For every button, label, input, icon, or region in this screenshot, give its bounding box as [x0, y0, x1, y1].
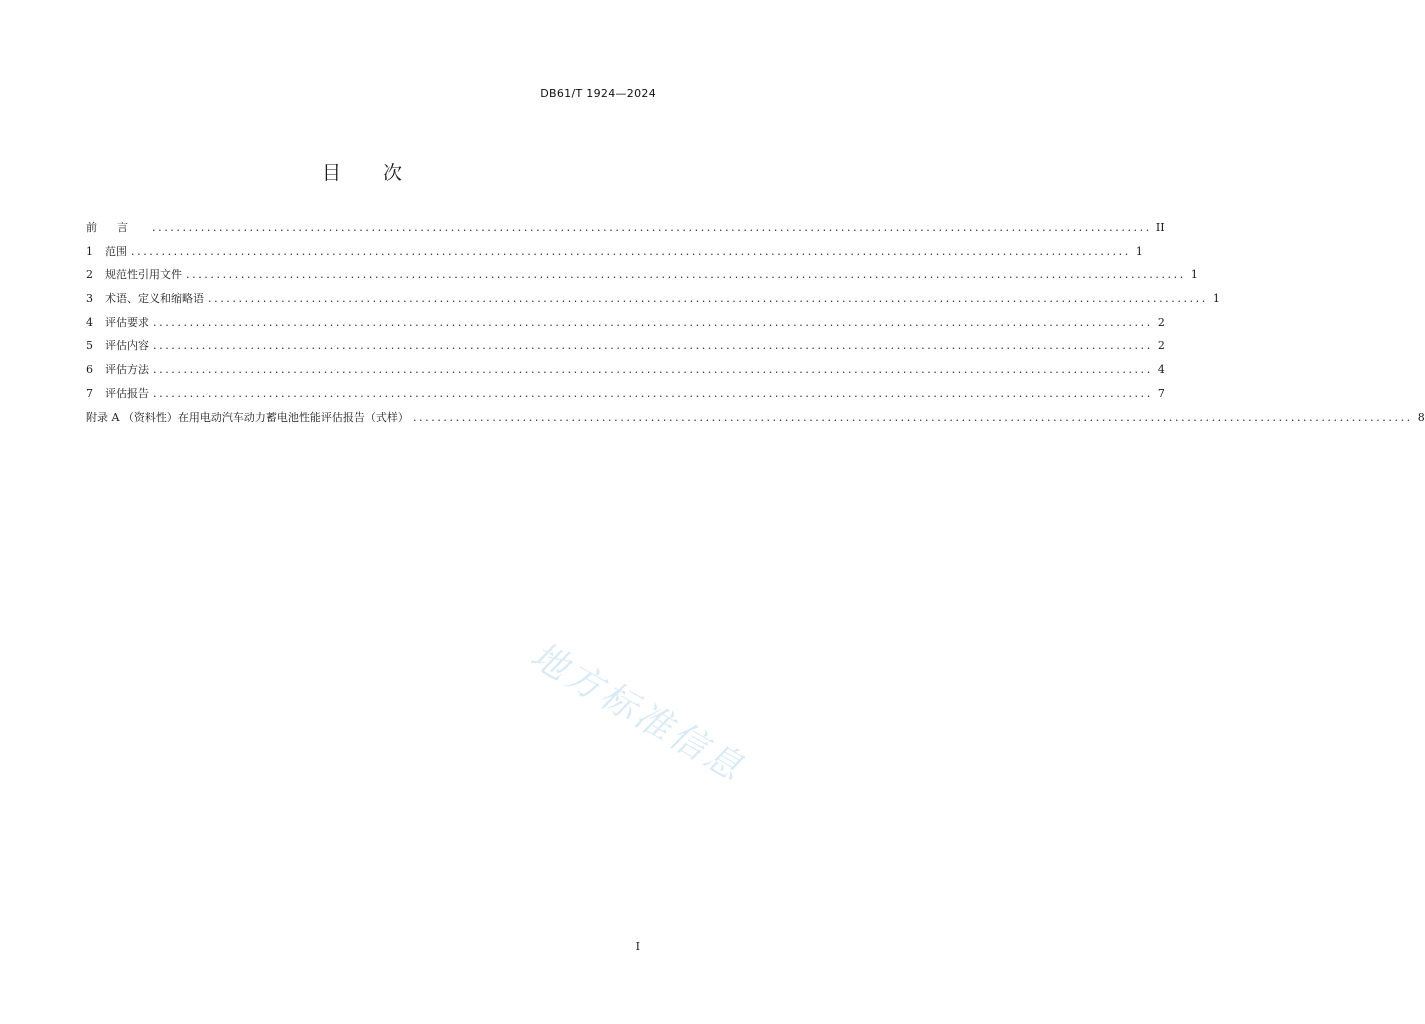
toc-entry-page: 1: [1212, 292, 1220, 306]
toc-entry-label: 范围: [105, 244, 127, 258]
toc-entry-label: 评估要求: [105, 315, 149, 329]
toc-entry-number: 6: [86, 363, 93, 377]
toc-entry-foreword[interactable]: [86, 216, 1165, 240]
toc-entry-page: 4: [1157, 363, 1165, 377]
toc-entry-number: 5: [86, 339, 93, 353]
toc-leader-dots: [152, 216, 1152, 240]
toc-entry-label: 评估方法: [105, 363, 149, 377]
toc-entry-page: 8: [1417, 410, 1425, 424]
toc-entry-label: 评估内容: [105, 339, 149, 353]
toc-leader-dots: [153, 358, 1153, 382]
toc-entry-normative-references[interactable]: [86, 263, 1198, 287]
toc-leader-dots: [186, 263, 1186, 287]
toc-entry-number: 3: [86, 292, 93, 306]
toc-entry-page: 2: [1157, 315, 1165, 329]
toc-entry-appendix-a[interactable]: [86, 406, 1425, 430]
toc-entry-report[interactable]: [86, 382, 1165, 406]
toc-entry-terms[interactable]: [86, 287, 1220, 311]
toc-entry-number: 4: [86, 315, 93, 329]
toc-entry-page: 1: [1190, 268, 1198, 282]
toc-entry-number: 1: [86, 244, 93, 258]
toc-entry-page: 2: [1157, 339, 1165, 353]
toc-entry-content[interactable]: [86, 334, 1165, 358]
toc-entry-scope[interactable]: [86, 240, 1143, 264]
toc-entry-page: II: [1155, 221, 1165, 234]
toc-entry-label: 在用电动汽车动力蓄电池性能评估报告（式样）: [177, 410, 409, 424]
toc-leader-dots: [131, 240, 1131, 264]
toc-entry-label: 术语、定义和缩略语: [105, 292, 204, 306]
toc-entry-methods[interactable]: [86, 358, 1165, 382]
toc-leader-dots: [208, 287, 1208, 311]
toc-entry-label: 规范性引用文件: [105, 268, 182, 282]
toc-entry-page: 1: [1135, 244, 1143, 258]
toc-entry-requirements[interactable]: [86, 311, 1165, 335]
toc-entry-label: 前言: [86, 221, 148, 234]
page-number: I: [635, 940, 640, 953]
toc-entry-number: 2: [86, 268, 93, 282]
toc-leader-dots: [153, 382, 1153, 406]
toc-entry-page: 7: [1157, 386, 1165, 400]
toc-leader-dots: [153, 311, 1153, 335]
toc-appendix-prefix: 附录 A （资料性）: [86, 410, 178, 424]
toc-leader-dots: [413, 406, 1413, 430]
page-title: 目次: [321, 162, 444, 184]
table-of-contents: [86, 216, 1425, 429]
watermark: 地方标准信息: [523, 634, 752, 791]
toc-entry-number: 7: [86, 386, 93, 400]
toc-entry-label: 评估报告: [105, 386, 149, 400]
toc-leader-dots: [153, 334, 1153, 358]
standard-code: DB61/T 1924—2024: [540, 87, 656, 100]
